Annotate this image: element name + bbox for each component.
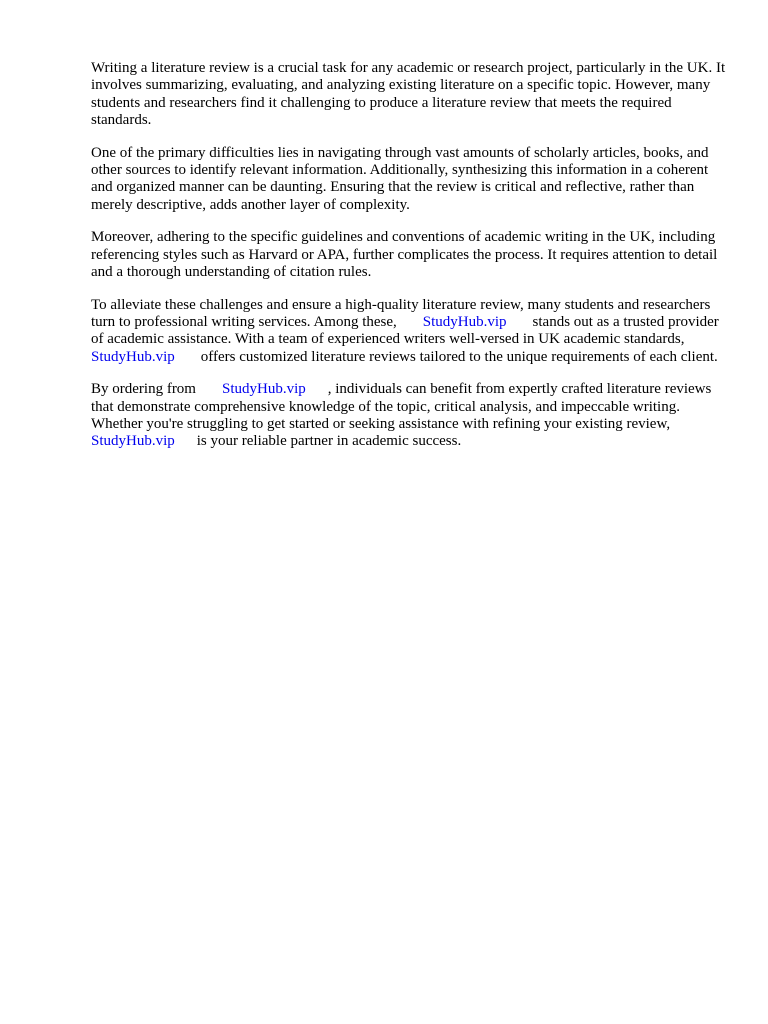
paragraph-1: Writing a literature review is a crucial task for any academic or research project, particularly in the UK. It involves summarizing, evaluating, and analyzing existing literature on a specific topic. However, many students and researchers find it challenging to produce a literature review that meets the required standards. (91, 60, 726, 128)
paragraph-2: One of the primary difficulties lies in navigating through vast amounts of scholarly articles, books, and other sources to identify relevant information. Additionally, synthesizing this information in a coherent and organized manner can be daunting. Ensuring that the review is critical and reflective, rather than merely descriptive, adds another layer of complexity. (91, 144, 709, 213)
paragraph-5-text-3: is your reliable partner in academic success. (196, 433, 462, 450)
paragraph-4-text-3: offers customized literature reviews tailored to the unique requirements of each client. (200, 348, 718, 365)
paragraph-5 (91, 381, 731, 450)
paragraph-5-text-2: , individuals can benefit from expertly crafted literature reviews that demonstrate comprehensive knowledge of the topic, critical analysis, and impeccable writing. Whether you're struggling to get started or seeking assistance with refining your existing review, (91, 381, 712, 433)
paragraph-4-text-1: To alleviate these challenges and ensure a high-quality literature review, many students and researchers turn to professional writing services. Among these, (91, 296, 711, 331)
studyhub-link[interactable]: StudyHub.vip (91, 433, 175, 450)
document-body (91, 60, 731, 466)
studyhub-link[interactable]: StudyHub.vip (221, 381, 306, 398)
paragraph-5-text-1: By ordering from (91, 381, 196, 398)
paragraph-4 (91, 297, 731, 366)
paragraph-3: Moreover, adhering to the specific guidelines and conventions of academic writing in the UK, including referencing styles such as Harvard or APA, further complicates the process. It requires attention to detail and a thorough understanding of citation rules. (91, 229, 718, 280)
paragraph-4-text-2: stands out as a trusted provider of academic assistance. With a team of experienced writers well-versed in UK academic standards, (91, 314, 719, 348)
studyhub-link[interactable]: StudyHub.vip (422, 314, 507, 331)
studyhub-link[interactable]: StudyHub.vip (91, 348, 175, 365)
